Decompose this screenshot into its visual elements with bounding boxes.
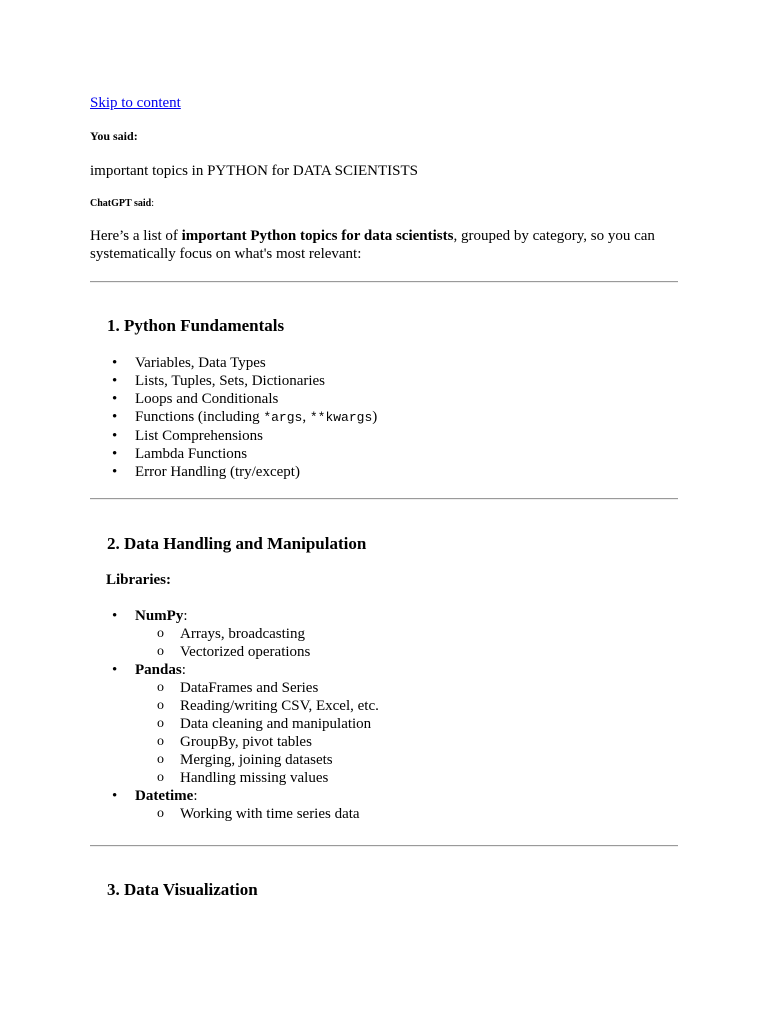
- section-2-list: [90, 607, 379, 823]
- datetime-label: Datetime: [135, 788, 194, 804]
- list-item: • Loops and Conditionals: [90, 390, 377, 408]
- list-item: o Data cleaning and manipulation: [135, 715, 379, 733]
- you-said-label: You said:: [90, 129, 138, 143]
- list-item: o Reading/writing CSV, Excel, etc.: [135, 697, 379, 715]
- pandas-colon: :: [181, 662, 186, 678]
- list-item: • Lists, Tuples, Sets, Dictionaries: [90, 372, 377, 390]
- list-item: o Merging, joining datasets: [135, 751, 379, 769]
- list-item: o Vectorized operations: [135, 643, 379, 661]
- pandas-label: Pandas: [135, 662, 182, 678]
- list-item: • List Comprehensions: [90, 427, 377, 445]
- intro-before: Here’s a list of: [90, 228, 182, 244]
- intro-after: , grouped by category, so you can systematically focus on what's most relevant:: [90, 228, 655, 262]
- list-item-functions: [90, 408, 377, 427]
- numpy-label: NumPy: [135, 608, 184, 624]
- list-item: o DataFrames and Series: [135, 679, 379, 697]
- section-3-heading: 3. Data Visualization: [107, 880, 258, 899]
- pandas-sublist: [135, 679, 379, 787]
- chatgpt-said-name: ChatGPT said: [90, 198, 152, 209]
- numpy-colon: :: [183, 608, 188, 624]
- numpy-sublist: [135, 625, 379, 661]
- intro-bold: important Python topics for data scientists: [181, 228, 454, 244]
- args-code: *args: [263, 410, 303, 425]
- intro-paragraph: [90, 227, 678, 263]
- functions-text: Functions (including: [135, 409, 264, 425]
- user-message: important topics in PYTHON for DATA SCIENTISTS: [90, 163, 418, 179]
- datetime-sublist: [135, 805, 379, 823]
- list-item: o Handling missing values: [135, 769, 379, 787]
- section-1-heading: 1. Python Fundamentals: [107, 316, 285, 335]
- list-item-datetime: [90, 787, 379, 823]
- list-item: o Arrays, broadcasting: [135, 625, 379, 643]
- kwargs-code: **kwargs: [309, 410, 373, 425]
- functions-end: ): [372, 409, 378, 425]
- list-item-pandas: [90, 661, 379, 787]
- list-item: o GroupBy, pivot tables: [135, 733, 379, 751]
- divider-3: [90, 845, 678, 847]
- divider-2: [90, 498, 678, 500]
- datetime-colon: :: [193, 788, 198, 804]
- functions-separator: ,: [302, 409, 310, 425]
- list-item: • Error Handling (try/except): [90, 463, 377, 481]
- chatgpt-said-colon: :: [151, 198, 155, 209]
- list-item: o Working with time series data: [135, 805, 379, 823]
- chatgpt-said-label: [90, 197, 154, 210]
- list-item: • Variables, Data Types: [90, 354, 377, 372]
- section-2-heading: 2. Data Handling and Manipulation: [107, 534, 367, 553]
- divider-1: [90, 281, 678, 283]
- list-item-numpy: [90, 607, 379, 661]
- section-1-list: [90, 354, 377, 481]
- list-item: • Lambda Functions: [90, 445, 377, 463]
- libraries-subheading: Libraries:: [106, 572, 171, 588]
- skip-to-content-link[interactable]: Skip to content: [90, 95, 181, 111]
